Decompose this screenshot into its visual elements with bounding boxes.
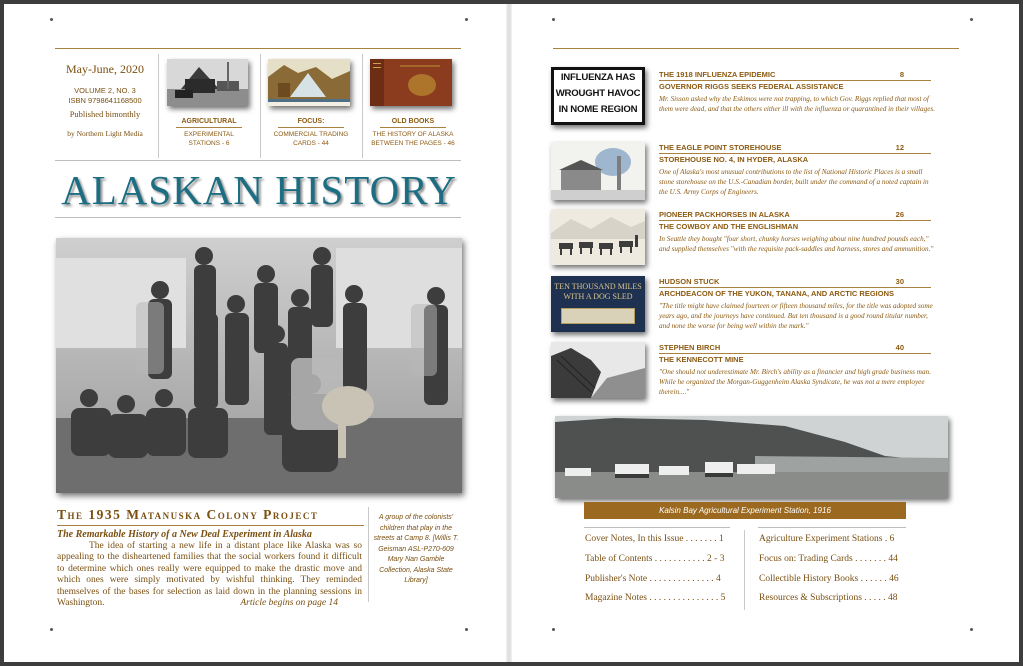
index-label: Focus on: Trading Cards xyxy=(759,554,853,564)
newspaper-headline-line: IN NOME REGION xyxy=(558,104,638,115)
feature-rule xyxy=(278,127,344,128)
index-item[interactable] xyxy=(759,534,894,544)
cover-photo-caption: A group of the colonists' children that play in the streets at Camp 8. [Willis T. Geisman ASL-P270-609 Mary Nan Gamble Collection, Alaska State Library] xyxy=(373,514,459,584)
feature-label-old-books: OLD BOOKS xyxy=(391,118,435,125)
column-divider xyxy=(260,54,261,158)
influenza-headline-thumbnail xyxy=(551,67,645,125)
index-page: 48 xyxy=(888,593,898,603)
sled-team-illustration xyxy=(561,308,635,324)
toc-excerpt: "The title might have claimed fourteen or fifteen thousand miles, for the title was adopted some years ago, and the journeys have continued. But ten thousand is a good round titular number, and none the worse for being well within the mark." xyxy=(659,302,933,330)
crop-mark xyxy=(970,628,973,631)
toc-title[interactable]: STEPHEN BIRCH xyxy=(659,343,721,352)
crop-mark xyxy=(50,18,53,21)
column-divider xyxy=(362,54,363,158)
index-page: 44 xyxy=(888,554,898,564)
headline-rule xyxy=(57,525,364,526)
index-item[interactable] xyxy=(585,593,725,603)
index-label: Agriculture Experiment Stations xyxy=(759,534,883,544)
index-page: 2 - 3 xyxy=(707,554,725,564)
top-rule xyxy=(55,48,461,49)
crop-mark xyxy=(465,628,468,631)
toc-title[interactable]: PIONEER PACKHORSES IN ALASKA xyxy=(659,210,790,219)
feature-desc-line: STATIONS - 6 xyxy=(188,139,230,147)
book-title-line: TEN THOUSAND MILES xyxy=(554,282,642,291)
dog-sled-book-thumbnail xyxy=(551,276,645,332)
cover-story-subheadline: The Remarkable History of a New Deal Experiment in Alaska xyxy=(57,529,312,540)
toc-subtitle: THE COWBOY AND THE ENGLISHMAN xyxy=(659,222,799,231)
issue-frequency: Published bimonthly xyxy=(69,109,141,120)
index-page: 46 xyxy=(889,574,899,584)
masthead-top-rule xyxy=(55,160,461,161)
masthead-title: ALASKAN HISTORY xyxy=(61,167,457,213)
index-page: 6 xyxy=(889,534,895,544)
index-page: 1 xyxy=(719,534,724,544)
index-item[interactable] xyxy=(759,554,898,564)
feature-desc-line: BETWEEN THE PAGES - 46 xyxy=(371,139,455,147)
index-dots: . . . . . . . . . . . . . . xyxy=(649,574,714,584)
feature-desc-line: CARDS - 44 xyxy=(293,139,329,147)
toc-rule xyxy=(659,353,931,354)
storehouse-thumbnail xyxy=(551,142,645,200)
index-dots: . . . . . xyxy=(864,593,886,603)
feature-desc-line: COMMERCIAL TRADING xyxy=(273,131,349,138)
index-label: Table of Contents xyxy=(585,554,653,564)
index-label: Resources & Subscriptions xyxy=(759,593,862,603)
book-title-line: WITH A DOG SLED xyxy=(563,292,633,301)
kennecott-mine-thumbnail xyxy=(551,342,645,398)
index-item[interactable] xyxy=(759,593,898,603)
index-rule xyxy=(584,527,730,528)
toc-excerpt: In Seattle they bought "four short, chunky horses weighing about nine hundred pounds each," and supplied themselves "with the requisite pack-saddles and harness, stores and ammunition." xyxy=(659,235,934,253)
cover-story-text: The idea of starting a new life in a distant place like Alaska was so appealing to the disheartened families that the social workers found it difficult to determine which ones really were equipped to make the drastic move and which ones were simply motivated by wishful thinking. They reminded themselves of the bases for selection as laid down in the planning sessions in Washington. xyxy=(57,541,362,609)
index-divider xyxy=(744,530,745,610)
issue-publisher: by Northern Light Media xyxy=(67,129,143,139)
column-divider xyxy=(158,54,159,158)
feature-desc-focus xyxy=(262,131,360,149)
toc-page-number: 8 xyxy=(899,70,904,79)
toc-rule xyxy=(659,287,931,288)
toc-rule xyxy=(659,220,931,221)
toc-page-number: 26 xyxy=(895,210,904,219)
index-dots: . . . . . . xyxy=(860,574,887,584)
feature-desc-agricultural xyxy=(160,131,258,149)
cover-photo xyxy=(56,238,462,493)
page-gutter xyxy=(506,4,512,662)
toc-page-number: 12 xyxy=(895,143,904,152)
newspaper-headline-line: WROUGHT HAVOC xyxy=(555,88,641,99)
index-label: Publisher's Note xyxy=(585,574,648,584)
toc-page-number: 30 xyxy=(895,277,904,286)
index-item[interactable] xyxy=(585,554,724,564)
toc-subtitle: THE KENNECOTT MINE xyxy=(659,355,744,364)
toc-title[interactable]: THE EAGLE POINT STOREHOUSE xyxy=(659,143,782,152)
panorama-caption: Kalsin Bay Agricultural Experiment Station, 1916 xyxy=(584,502,906,519)
toc-subtitle: ARCHDEACON OF THE YUKON, TANANA, AND ARCTIC REGIONS xyxy=(659,289,895,298)
index-page: 5 xyxy=(720,593,726,603)
toc-excerpt: One of Alaska's most unusual contributions to the list of National Historic Places is a small stone storehouse on the U.S.-Canadian border, built under the command of a noted captain in the U.S. Army Corps of Engineers. xyxy=(659,168,929,196)
feature-label-agricultural: AGRICULTURAL xyxy=(181,118,237,125)
toc-page-number: 40 xyxy=(895,343,904,352)
kalsin-bay-panorama xyxy=(555,416,948,498)
trading-card-thumbnail xyxy=(268,59,350,106)
crop-mark xyxy=(970,18,973,21)
feature-rule xyxy=(176,127,242,128)
index-item[interactable] xyxy=(759,574,899,584)
toc-rule xyxy=(659,153,931,154)
feature-desc-line: THE HISTORY OF ALASKA xyxy=(372,131,454,138)
cover-story-headline: The 1935 Matanuska Colony Project xyxy=(57,507,319,522)
index-dots: . . . . . . . xyxy=(855,554,886,564)
agricultural-thumbnail xyxy=(167,59,248,106)
masthead-bottom-rule xyxy=(55,217,461,218)
article-page-reference: Article begins on page 14 xyxy=(240,598,338,609)
old-book-thumbnail xyxy=(370,59,452,106)
toc-subtitle: STOREHOUSE NO. 4, IN HYDER, ALASKA xyxy=(659,155,809,164)
index-dots: . xyxy=(884,534,888,544)
index-dots: . . . . . . . xyxy=(685,534,717,544)
toc-excerpt: Mr. Sisson asked why the Eskimos were not trapping, to which Gov. Riggs replied that most of them were dead, and that the others either ill with the influenza or quarantined in their villages. xyxy=(659,95,936,113)
toc-subtitle: GOVERNOR RIGGS SEEKS FEDERAL ASSISTANCE xyxy=(659,82,844,91)
index-dots: . . . . . . . . . . . . . . . xyxy=(649,593,719,603)
feature-desc-line: EXPERIMENTAL xyxy=(184,131,234,138)
feature-desc-old-books xyxy=(364,131,462,149)
issue-date: May-June, 2020 xyxy=(66,62,144,76)
toc-title[interactable]: THE 1918 INFLUENZA EPIDEMIC xyxy=(659,70,776,79)
index-label: Collectible History Books xyxy=(759,574,859,584)
index-page: 4 xyxy=(716,574,721,584)
crop-mark xyxy=(465,18,468,21)
index-dots: . . . . . . . . . . . xyxy=(654,554,705,564)
feature-label-focus: FOCUS: xyxy=(297,118,325,125)
cover-story-body xyxy=(57,541,362,609)
toc-rule xyxy=(659,80,931,81)
top-rule xyxy=(553,48,959,49)
caption-divider xyxy=(368,507,369,602)
issue-volume: VOLUME 2, NO. 3 xyxy=(74,86,136,95)
toc-excerpt: "One should not underestimate Mr. Birch's ability as a financier and high grade business man. While he organized the Morgan-Guggenheim Alaska Syndicate, he was not a mere employee therein...." xyxy=(659,368,931,396)
feature-rule xyxy=(380,127,446,128)
packhorses-thumbnail xyxy=(551,209,645,265)
crop-mark xyxy=(552,628,555,631)
issue-info xyxy=(55,62,155,138)
issue-isbn: ISBN 9798641168500 xyxy=(68,96,142,106)
newspaper-headline-line: INFLUENZA HAS xyxy=(560,72,636,83)
toc-title[interactable]: HUDSON STUCK xyxy=(659,277,720,286)
crop-mark xyxy=(552,18,555,21)
index-item[interactable] xyxy=(585,534,724,544)
index-label: Cover Notes, In this Issue xyxy=(585,534,684,544)
index-item[interactable] xyxy=(585,574,721,584)
index-label: Magazine Notes xyxy=(585,593,647,603)
index-rule xyxy=(758,527,906,528)
crop-mark xyxy=(50,628,53,631)
